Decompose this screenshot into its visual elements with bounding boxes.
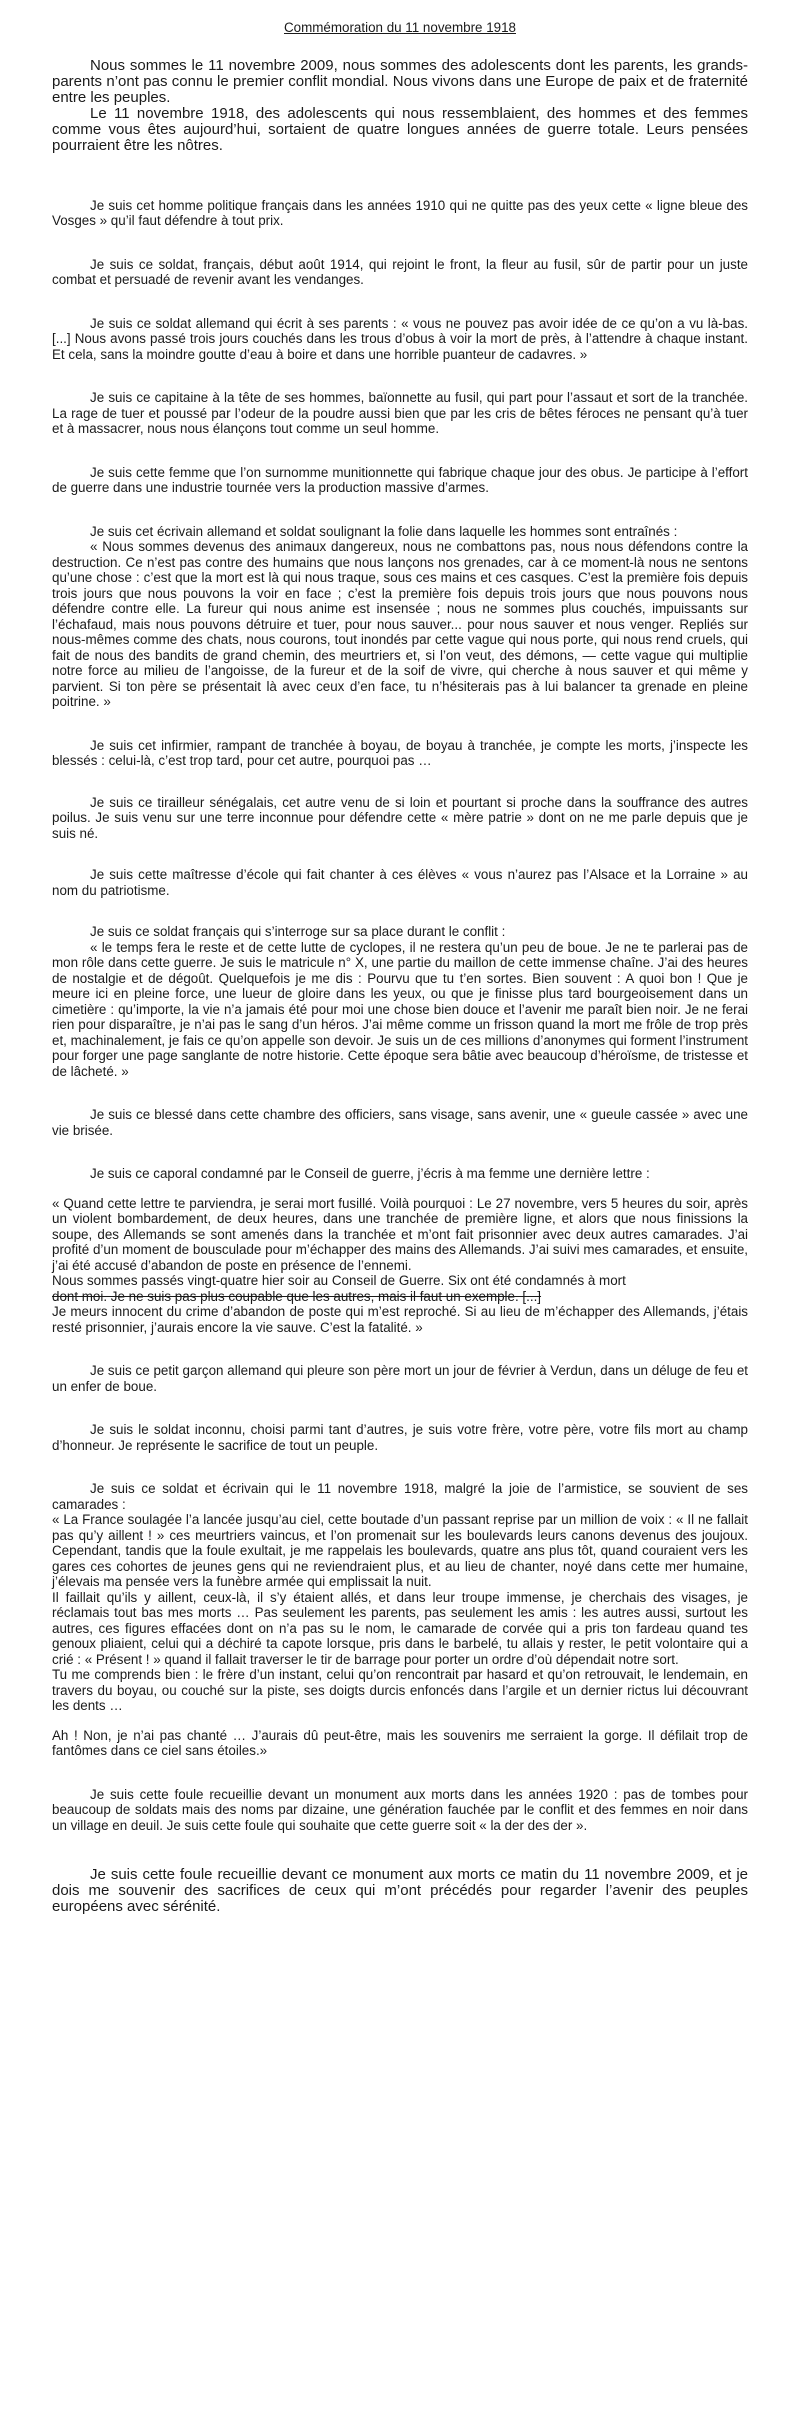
paragraph: Je suis cet homme politique français dans les années 1910 qui ne quitte pas des yeux cette « ligne bleue des Vosges » qu’il faut défendre à tout prix. xyxy=(52,197,748,228)
voice-nurse xyxy=(52,738,748,769)
voice-teacher xyxy=(52,867,748,898)
quote-paragraph: Ah ! Non, je n’ai pas chanté … J’aurais dû peut-être, mais les souvenirs me serraient la gorge. Il défilait trop de fantômes dans ce ciel sans étoiles.» xyxy=(52,1727,748,1758)
paragraph: Je suis ce capitaine à la tête de ses hommes, baïonnette au fusil, qui part pour l’assaut et sort de la tranchée. La rage de tuer et poussé par l’odeur de la poudre aussi bien que par les cris de bêtes féroces ne pensant qu’à tuer et à massacrer, nous nous élançons tout comme un seul homme. xyxy=(52,390,748,436)
voice-soldier-writer xyxy=(52,1481,748,1759)
voice-unknown-soldier xyxy=(52,1422,748,1453)
paragraph: Je suis cette foule recueillie devant un monument aux morts dans les années 1920 : pas de tombes pour beaucoup de soldats mais des noms par dizaine, une génération fauchée par le conflit et des femmes en noir dans un village en deuil. Je suis cette foule qui souhaite que cette guerre soit « la der des der ». xyxy=(52,1786,748,1833)
intro-paragraph: Nous sommes le 11 novembre 2009, nous sommes des adolescents dont les parents, les grands-parents n’ont pas connu le premier conflit mondial. Nous vivons dans une Europe de paix et de fraternité entre les peuples. xyxy=(52,56,748,106)
paragraph: Je suis ce soldat, français, début août 1914, qui rejoint le front, la fleur au fusil, sûr de partir pour un juste combat et persuadé de revenir avant les vendanges. xyxy=(52,256,748,287)
paragraph: Je suis le soldat inconnu, choisi parmi tant d’autres, je suis votre frère, votre père, votre fils mort au champ d’honneur. Je représente le sacrifice de tout un peuple. xyxy=(52,1422,748,1453)
paragraph: Je suis ce soldat français qui s’interroge sur sa place durant le conflit : xyxy=(90,924,506,939)
paragraph: Je suis ce petit garçon allemand qui pleure son père mort un jour de février à Verdun, dans un déluge de feu et un enfer de boue. xyxy=(52,1363,748,1394)
paragraph: Je suis ce caporal condamné par le Conseil de guerre, j’écris à ma femme une dernière lettre : xyxy=(90,1166,650,1181)
voice-crowd-1920 xyxy=(52,1787,748,1834)
voice-french-soldier-reflection xyxy=(52,924,748,1079)
voice-french-soldier xyxy=(52,257,748,288)
quote-paragraph: Tu me comprends bien : le frère d’un instant, celui qu’on rencontrait par hasard et qu’on retrouvait, le lendemain, en travers du boyau, ou couché sur la piste, ses doigts durcis enfoncés dans l’argile et un dernier rictus lui découvrant les dents … xyxy=(52,1667,748,1713)
page-title: Commémoration du 11 novembre 1918 xyxy=(284,20,516,35)
paragraph: Je suis ce soldat et écrivain qui le 11 novembre 1918, malgré la joie de l’armistice, se souvient de ses camarades : xyxy=(52,1481,748,1512)
voice-politician xyxy=(52,198,748,229)
letter-line: Je meurs innocent du crime d’abandon de poste qui m’est reproché. Si au lieu de m’échapper des Allemands, j’étais resté prisonnier, j’aurais encore la vie sauve. C’est la fatalité. » xyxy=(52,1304,748,1335)
quote-paragraph: « le temps fera le reste et de cette lutte de cyclopes, il ne restera qu’un peu de boue. Je ne te parlerai pas de mon rôle dans cette guerre. Je suis le matricule n° X, une partie du maillon de cette immense chaîne. J’ai des heures de nostalgie et de dégoût. Quelquefois je me dis : Pourvu que tu t’en sortes. Bien souvent : A quoi bon ! Que je meure ici en pleine force, une lueur de gloire dans les yeux, ou que je finisse plus tard bourgeoisement dans un cimetière : qu’importe, la vie n’a jamais été pour moi une chose bien douce et l’avenir me paraît bien noir. Je ne ferai rien pour disparaître, je n’ai pas le sang d’un héros. J’ai même comme un frisson quand la mort me frôle de trop près et, machinalement, je fais ce qu’on appelle son devoir. Je suis un de ces millions d’anonymes qui forment l’instrument pour forger une page sanglante de notre historie. Cette époque sera bâtie avec beaucoup d’héroïsme, de tristesse et de lâcheté. » xyxy=(52,939,748,1079)
quote-paragraph: « La France soulagée l’a lancée jusqu’au ciel, cette boutade d’un passant reprise par un million de voix : « Il ne fallait pas qu’y aillent ! » ces meurtriers vaincus, et l’on promenait sur les boulevards leurs canons devenus des joujoux. Cependant, tandis que la foule exultait, je me rappelais les boulevards, quatre ans plus tôt, quand couraient vers les gares ces cohortes de jeunes gens qui ne reviendraient plus, et au lieu de chanter, noyé dans cette mer humaine, j’élevais ma pensée vers la funèbre armée qui emplissait la nuit. xyxy=(52,1512,748,1589)
voice-captain xyxy=(52,390,748,437)
paragraph: Je suis cette maîtresse d’école qui fait chanter à ces élèves « vous n’aurez pas l’Alsace et la Lorraine » au nom du patriotisme. xyxy=(52,867,748,898)
paragraph: Je suis cet écrivain allemand et soldat soulignant la folie dans laquelle les hommes sont entraînés : xyxy=(90,523,678,539)
voice-german-soldier xyxy=(52,316,748,363)
paragraph: Je suis ce tirailleur sénégalais, cet autre venu de si loin et pourtant si proche dans la souffrance des autres poilus. Je suis venu sur une terre inconnue pour défendre cette « mère patrie » dont on ne me parle depuis que je suis né. xyxy=(52,794,748,841)
voice-senegalese xyxy=(52,795,748,842)
voice-munitionnette xyxy=(52,465,748,496)
paragraph: Je suis ce soldat allemand qui écrit à ses parents : « vous ne pouvez pas avoir idée de ce qu’on a vu là-bas. [...] Nous avons passé trois jours couchés dans les trous d’obus à voir la mort de près, à l’attendre à chaque instant. Et cela, sans la moindre goutte d’eau à boire et dans une horrible puanteur de cadavres. » xyxy=(52,315,748,362)
intro xyxy=(52,58,748,154)
voice-german-writer xyxy=(52,524,748,710)
voice-german-boy xyxy=(52,1363,748,1394)
paragraph: Je suis cette femme que l’on surnomme munitionnette qui fabrique chaque jour des obus. Je participe à l’effort de guerre dans une industrie tournée vers la production massive d’armes. xyxy=(52,464,748,495)
letter-paragraph: « Quand cette lettre te parviendra, je serai mort fusillé. Voilà pourquoi : Le 27 novembre, vers 5 heures du soir, après un violent bombardement, de deux heures, dans une tranchée de première ligne, et alors que nous finissions la soupe, des Allemands se sont amenés dans la tranchée et m’ont fait prisonnier avec deux autres camarades. J’ai profité d’un moment de bousculade pour m’échapper des mains des Allemands. J’ai suivi mes camarades, et ensuite, j’ai été accusé d’abandon de poste en présence de l’ennemi. xyxy=(52,1195,748,1273)
paragraph: Je suis ce blessé dans cette chambre des officiers, sans visage, sans avenir, une « gueule cassée » avec une vie brisée. xyxy=(52,1107,748,1138)
closing-paragraph: Je suis cette foule recueillie devant ce monument aux morts ce matin du 11 novembre 2009, et je dois me souvenir des sacrifices de ceux qui m’ont précédés pour regarder l’avenir des peuples européens avec sérénité. xyxy=(52,1866,748,1915)
voice-crowd-2009 xyxy=(52,1867,748,1915)
voice-wounded xyxy=(52,1107,748,1138)
intro-paragraph: Le 11 novembre 1918, des adolescents qui nous ressemblaient, des hommes et des femmes comme vous êtes aujourd’hui, sortaient de quatre longues années de guerre totale. Leurs pensées pourraient être les nôtres. xyxy=(52,104,748,154)
quote-paragraph: Il faillait qu’ils y aillent, ceux-là, il s’y étaient allés, et dans leur troupe immense, je cherchais des visages, je réclamais tout bas mes morts … Pas seulement les parents, pas seulement les amis : les autres aussi, surtout les autres, ces figures effacées dont on n’a pas su le nom, le camarade de corvée qui a pris ton fardeau quand tes genoux pliaient, celui qui a déchiré ta capote lorsque, pris dans le barbelé, tu allais y rester, le petit volontaire qui a crié : « Présent ! » quand il fallait traverser le tir de barrage pour porter un ordre d’où dépendait notre sort. xyxy=(52,1589,748,1667)
voice-caporal xyxy=(52,1166,748,1335)
letter-line: Nous sommes passés vingt-quatre hier soir au Conseil de Guerre. Six ont été condamnés à mort xyxy=(52,1273,626,1288)
quote-paragraph: « Nous sommes devenus des animaux dangereux, nous ne combattons pas, nous nous défendons contre la destruction. Ce n’est pas contre des humains que nous lançons nos grenades, car à ce moment-là nous ne sentons qu’une chose : c’est que la mort est là qui nous traque, sous ces mains et ces casques. C’est la première fois depuis trois jours que nous pouvons la voir en face ; c’est la première fois depuis trois jours que nous pouvons nous défendre contre elle. La fureur qui nous anime est insensée ; nous ne sommes plus couchés, impuissants sur l’échafaud, mais nous pouvons détruire et tuer, pour nous sauver... pour nous sauver et nous venger. Repliés sur nous-mêmes comme des chats, nous courons, tout inondés par cette vague qui nous porte, qui nous rend cruels, qui fait de nous des bandits de grand chemin, des meurtriers et, si l’on veut, des démons, — cette vague qui multiplie notre force au milieu de l’angoisse, de la fureur et de la soif de vivre, qui cherche à nous sauver et qui même y parvient. Si ton père se présentait là avec ceux d’en face, tu n’hésiterais pas à lui balancer ta grenade en pleine poitrine. » xyxy=(52,539,748,709)
paragraph: Je suis cet infirmier, rampant de tranchée à boyau, de boyau à tranchée, je compte les morts, j’inspecte les blessés : celui-là, c’est trop tard, pour cet autre, pourquoi pas … xyxy=(52,737,748,768)
letter-line-struck: dont moi. Je ne suis pas plus coupable que les autres, mais il faut un exemple. [...] xyxy=(52,1288,542,1304)
